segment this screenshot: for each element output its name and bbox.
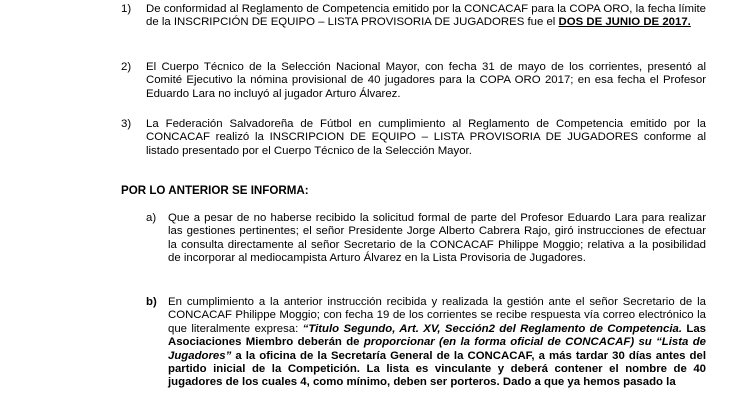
deadline-date: DOS DE JUNIO DE 2017.: [558, 16, 691, 29]
section-heading: POR LO ANTERIOR SE INFORMA:: [121, 184, 309, 197]
item-number: 2): [121, 61, 132, 73]
item-text: El Cuerpo Técnico de la Selección Nacional Mayor, con fecha 31 de mayo de los corrientes, presentó al Comité Ejecutivo la nómina provisional de 40 jugadores para la COPA ORO 2017; en esa fecha el Profesor Eduardo Lara no incluyó al jugador Arturo Álvarez.: [146, 61, 706, 100]
item-letter: a): [146, 212, 157, 224]
item-text: La Federación Salvadoreña de Fútbol en cumplimiento al Reglamento de Competencia emitido por la CONCACAF realizó la INSCRIPCION DE EQUIPO – LISTA PROVISORIA DE JUGADORES conforme al listado presentado por el Cuerpo Técnico de la Selección Mayor.: [146, 118, 706, 157]
item-text: De conformidad al Reglamento de Competencia emitido por la CONCACAF para la COPA ORO, la fecha límite de la INSCRIPCIÓN DE EQUIPO – LISTA PROVISORIA DE JUGADORES fue el DOS DE JUNIO DE 2017.: [146, 3, 706, 29]
item-number: 1): [121, 3, 132, 15]
item-text: Que a pesar de no haberse recibido la solicitud formal de parte del Profesor Eduardo Lara para realizar las gestiones pertinentes; el señor Presidente Jorge Alberto Cabrera Rajo, giró instrucciones de efectuar la consulta directamente al señor Secretario de la CONCACAF Philippe Moggio; relativa a la posibilidad de incorporar al mediocampista Arturo Álvarez en la Lista Provisoria de Jugadores.: [168, 212, 706, 265]
item-number: 3): [121, 118, 132, 130]
item-text: En cumplimiento a la anterior instrucción recibida y realizada la gestión ante el señor Secretario de la CONCACAF Philippe Moggio; con fecha 19 de los corrientes se recibe respuesta vía correo electrónico la que literalmente expresa: “Titulo Segundo, Art. XV, Sección2 del Reglamento de Competencia. Las Asociaciones Miembro deberán de proporcionar (en la forma oficial de CONCACAF) su “Lista de Jugadores” a la oficina de la Secretaría General de la CONCACAF, a más tardar 30 días antes del partido inicial de la Competición. La lista es vinculante y deberá contener el nombre de 40 jugadores de los cuales 4, como mínimo, deben ser porteros. Dado a que ya hemos pasado la: [168, 296, 706, 389]
item-letter: b): [146, 296, 157, 308]
